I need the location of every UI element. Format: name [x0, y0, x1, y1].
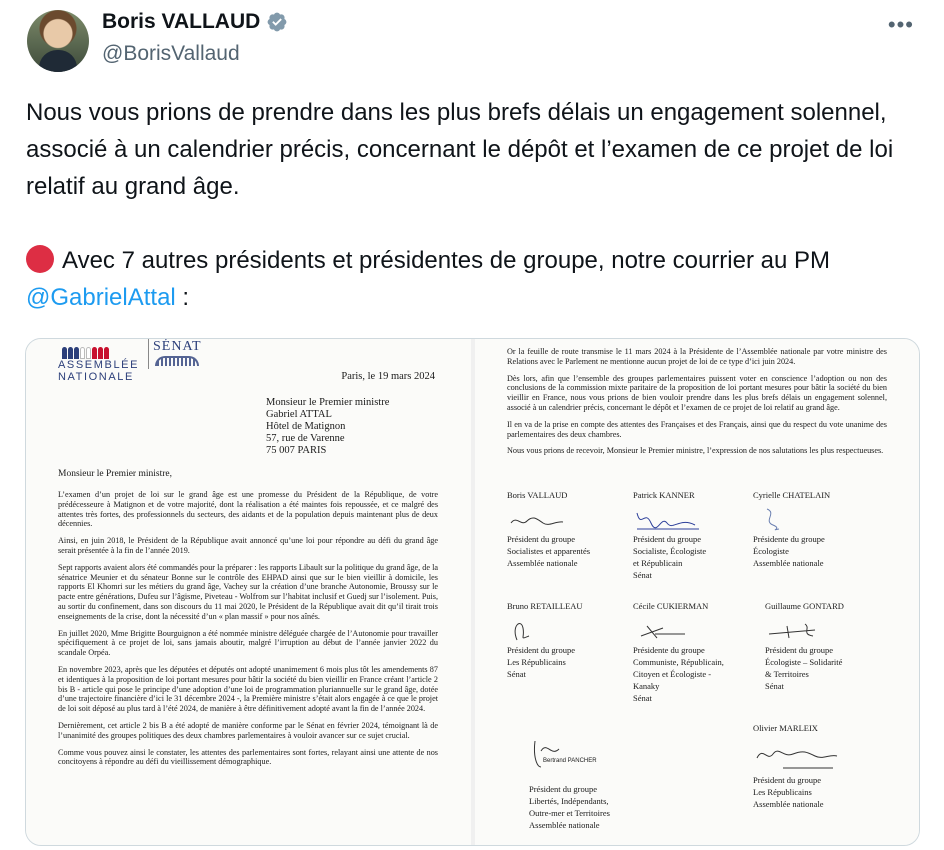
red-circle-icon: [26, 245, 54, 273]
signatory-name: Boris VALLAUD: [507, 490, 568, 500]
letter-paragraph: Dernièrement, cet article 2 bis B a été adopté de manière conforme par le Sénat en février 2024, témoignant là de l’unanimité des groupes politiques des deux chambres parlementaires à vouloir avancer sur ce sujet crucial.: [58, 720, 438, 740]
more-icon[interactable]: •••: [887, 12, 914, 37]
letter-paragraph: Comme vous pouvez ainsi le constater, les attentes des parlementaires sont fortes, relayant ainsi une attente de nos concitoyens à répondre au défi du vieillissement démographique.: [58, 747, 438, 767]
signature-block: [507, 600, 583, 680]
tweet-paragraph-2: [26, 242, 926, 316]
signatory-role: Président du groupe Socialiste, Écologiste et Républicain Sénat: [633, 534, 707, 580]
signature-block: [633, 600, 724, 704]
signature-scribble-icon: [753, 738, 843, 774]
signatory-role: Président du groupe Libertés, Indépendants, Outre-mer et Territoires Assemblée nationale: [529, 784, 610, 830]
logo-an-text: ASSEMBLÉE NATIONALE: [58, 359, 140, 383]
signature-scribble-icon: [507, 616, 547, 644]
signature-scribble-icon: [765, 616, 825, 644]
letter-address: [266, 397, 389, 457]
signatory-role: Présidente du groupe Communiste, Républicain, Citoyen et Écologiste - Kanaky Sénat: [633, 645, 724, 703]
avatar[interactable]: [27, 10, 89, 72]
signature-block: [507, 489, 590, 569]
signature-block: [765, 600, 844, 692]
signatory-name: Cécile CUKIERMAN: [633, 601, 709, 611]
signatory-name: Bruno RETAILLEAU: [507, 601, 583, 611]
address-line: 57, rue de Varenne: [266, 433, 345, 444]
signatory-role: Président du groupe Socialistes et apparentés Assemblée nationale: [507, 534, 591, 568]
letter-paragraph: Ainsi, en juin 2018, le Président de la République avait annoncé qu’une loi pour répondre au défi du grand âge serait présentée à la fin de l’année 2019.: [58, 536, 438, 555]
author-name-row: [102, 10, 288, 34]
signature-scribble-icon: [753, 505, 793, 533]
tweet-paragraph-2-text: Avec 7 autres présidents et présidentes de groupe, notre courrier au PM: [62, 247, 830, 274]
signature-scribble-icon: [633, 616, 693, 644]
signatory-role: Président du groupe Écologiste – Solidarité & Territoires Sénat: [765, 645, 843, 691]
letter-date: Paris, le 19 mars 2024: [341, 371, 435, 382]
signatory-name: Patrick KANNER: [633, 490, 695, 500]
signatory-role: Président du groupe Les Républicains Assemblée nationale: [753, 775, 824, 809]
signature-block: [633, 489, 706, 581]
letter-paragraph: En novembre 2023, après que les députées et députés ont adopté unanimement 6 mois plus tôt les amendements 87 et identiques à la proposition de loi portant mesures pour bâtir la société du bien vieillir en France créant l’article 2 bis B - article qui pose le principe d’une adoption d’une loi de programmation pluriannuelle sur le grand âge, dotée d’une trajectoire financière d’ici le 31 décembre 2024 -, la Première ministre s’était alors engagée à ce que le projet de loi soit déposé au plus tard à l’été 2024, de manière à être définitivement adopté avant la fin de l’année 2024.: [58, 664, 438, 714]
letter-paragraph: Il en va de la prise en compte des attentes des Françaises et des Français, ainsi que du respect du vote unanime des parlementaires des deux chambres.: [507, 419, 887, 439]
senat-logo: [148, 339, 210, 369]
letter-body-left: [58, 490, 438, 774]
letter-page-2: [475, 339, 920, 845]
letter-image[interactable]: [25, 338, 920, 846]
signatory-name: Cyrielle CHATELAIN: [753, 490, 831, 500]
letter-paragraph: Dès lors, afin que l’ensemble des groupes parlementaires puissent voter en conscience l’adoption ou non des conclusions de la commission mixte paritaire de la proposition de loi portant mesures pour bâtir la société du bien vieillir en France, nous vous prions de bien vouloir prendre dans les plus brefs délais un engagement solennel, associé à un calendrier précis, concernant le dépôt et l’examen de ce projet de loi relatif au grand âge.: [507, 373, 887, 412]
address-line: Gabriel ATTAL: [266, 409, 332, 420]
letter-paragraph: En juillet 2020, Mme Brigitte Bourguignon a été nommée ministre déléguée chargée de l’Autonomie pour travailler spécifiquement à ce projet de loi, sans jamais aboutir, malgré l’irruption au début de l’année janvier 2022 du scandale Orpéa.: [58, 628, 438, 658]
assemblee-nationale-logo: [58, 347, 146, 383]
signatory-role: Présidente du groupe Écologiste Assemblée nationale: [753, 534, 825, 568]
signatory-name: Olivier MARLEIX: [753, 723, 818, 733]
tweet-text: [26, 94, 926, 316]
address-line: Hôtel de Matignon: [266, 421, 346, 432]
tweet-paragraph-1: Nous vous prions de prendre dans les plus brefs délais un engagement solennel, associé à un calendrier précis, concernant le dépôt et l’examen de ce projet de loi relatif au grand âge.: [26, 99, 894, 200]
author-handle[interactable]: @BorisVallaud: [102, 42, 240, 65]
logo-senat-text: SÉNAT: [153, 339, 202, 354]
verified-badge-icon: [266, 11, 288, 33]
signature-block: [753, 722, 843, 810]
signature-block: [529, 737, 610, 831]
signature-scribble-icon: [507, 505, 567, 533]
signature-block: [753, 489, 830, 569]
author-name[interactable]: Boris VALLAUD: [102, 10, 261, 33]
letter-salutation: Monsieur le Premier ministre,: [58, 469, 172, 479]
signatory-name: Bertrand PANCHER: [543, 758, 597, 764]
letter-paragraph: Sept rapports avaient alors été commandés pour la préparer : les rapports Libault sur la politique du grand âge, de la sénatrice Meunier et du sénateur Bonne sur le contrôle des EHPAD ainsi que sur le bien vieillir à domicile, les rapports El Khomri sur les métiers du grand âge, Vachey sur la création d’une branche Autonomie, Broussy sur le pacte entre générations, Dufeu sur l’âgisme, Piveteau - Wolfrom sur l’habitat inclusif et Guedj sur l’isolement. Puis, au sortir du confinement, dans son discours du 11 mai 2020, le Président de la République avait dit qu’il tirait trois enseignements de la crise, dont la nécessité d’un « plan massif » pour nos aînés.: [58, 562, 438, 621]
signatory-name: Guillaume GONTARD: [765, 601, 844, 611]
letter-paragraph: Or la feuille de route transmise le 11 mars 2024 à la Présidente de l’Assemblée nationale par votre ministre des Relations avec le Parlement ne mentionne aucun projet de loi de ce type d’ici juin 2024.: [507, 347, 887, 366]
signature-scribble-icon: [633, 505, 703, 533]
signatory-role: Président du groupe Les Républicains Sénat: [507, 645, 575, 679]
mention-link[interactable]: @GabrielAttal: [26, 284, 176, 311]
tweet-paragraph-2-end: :: [175, 284, 190, 311]
letter-paragraph: L’examen d’un projet de loi sur le grand âge est une promesse du Président de la République, de votre prédécesseure à Matignon et de votre majorité, dont la réalisation a été maintes fois repoussée, et ce malgré des attentes très fortes, des professionnels du secteurs, des aidants et de la population depuis maintenant plus de deux décennies.: [58, 490, 438, 529]
letter-page-1: [26, 339, 471, 845]
address-line: Monsieur le Premier ministre: [266, 397, 390, 408]
address-line: 75 007 PARIS: [266, 445, 327, 456]
letter-body-right: [507, 347, 887, 463]
letter-paragraph: Nous vous prions de recevoir, Monsieur le Premier ministre, l’expression de nos salutations les plus respectueuses.: [507, 446, 884, 456]
